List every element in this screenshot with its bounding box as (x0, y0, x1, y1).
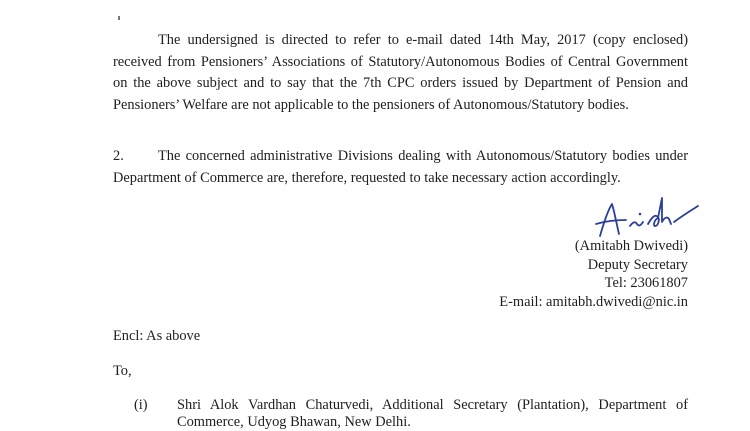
to-label: To, (113, 363, 132, 379)
signatory-email: E-mail: amitabh.dwivedi@nic.in (499, 293, 688, 310)
scan-mark (118, 16, 120, 20)
paragraph-2 (113, 146, 688, 189)
paragraph-2-text: The concerned administrative Divisions dealing with Autonomous/Statutory bodies under Department of Commerce are, therefore, requested to take necessary action accordingly. (113, 148, 688, 186)
paragraph-1 (113, 30, 688, 116)
signature-block (499, 237, 688, 311)
signatory-designation: Deputy Secretary (587, 256, 688, 273)
enclosure-note: Encl: As above (113, 328, 201, 344)
signatory-name: (Amitabh Dwivedi) (574, 238, 688, 254)
recipient-text: Shri Alok Vardhan Chaturvedi, Additional Secretary (Plantation), Department of Commerce, Udyog Bhawan, New Delhi. (177, 397, 688, 430)
recipient-number: (i) (134, 397, 148, 413)
signatory-telephone: Tel: 23061807 (604, 275, 688, 292)
handwritten-signature (592, 184, 702, 244)
paragraph-1-text: The undersigned is directed to refer to e-mail dated 14th May, 2017 (copy enclosed) received from Pensioners’ Associations of Statutory/Autonomous Bodies of Central Government on the above subject and to say that the 7th CPC orders issued by Department of Pension and Pensioners’ Welfare are not applicable to the pensioners of Autonomous/Statutory bodies. (113, 32, 688, 113)
paragraph-2-number: 2. (113, 148, 124, 164)
